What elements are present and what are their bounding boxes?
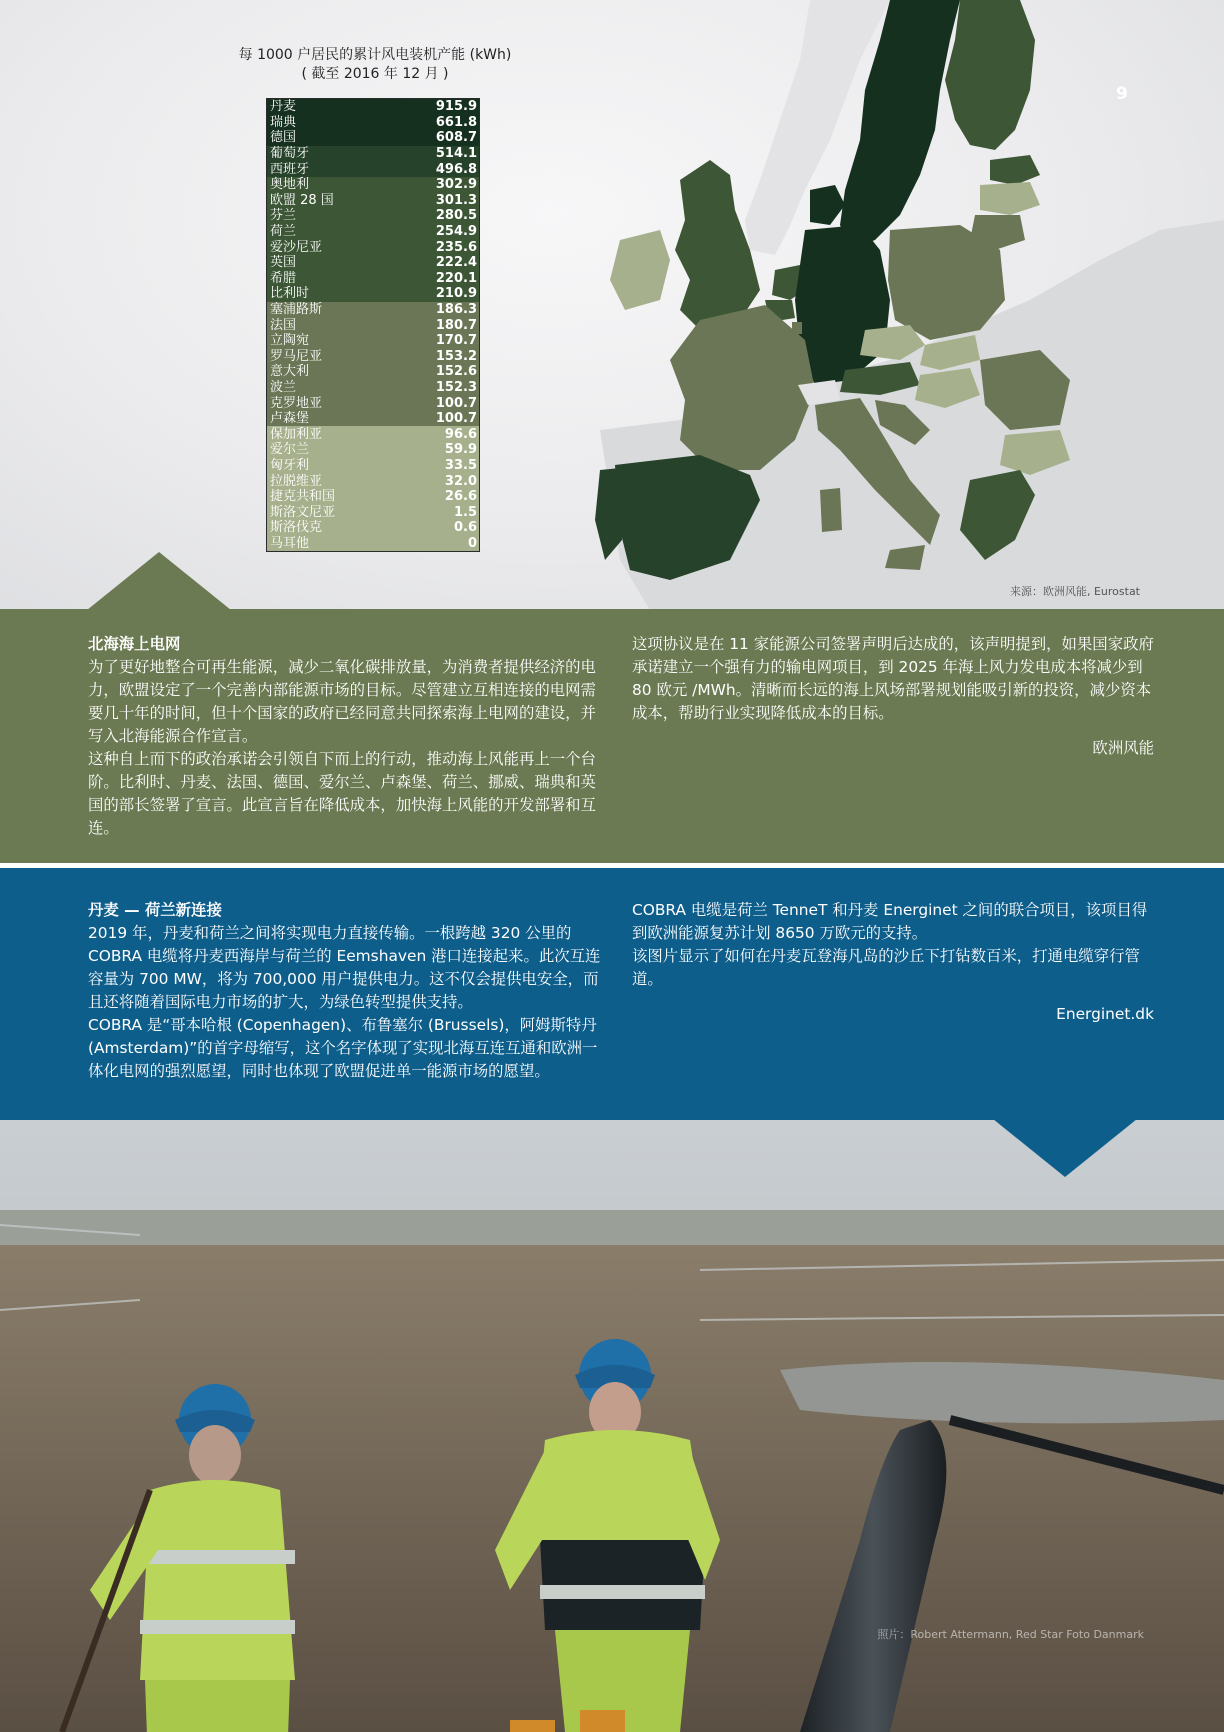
- capacity-value: 1.5: [453, 504, 477, 520]
- country-name: 意大利: [270, 364, 310, 380]
- north-sea-grid-section: [0, 609, 1224, 863]
- capacity-value: 608.7: [435, 130, 477, 146]
- table-row: [267, 208, 479, 224]
- section-title: 北海海上电网: [88, 635, 181, 653]
- table-row: [267, 473, 479, 489]
- table-title-line-2: ( 截至 2016 年 12 月 ): [301, 66, 449, 82]
- country-name: 爱沙尼亚: [270, 239, 323, 255]
- country-name: 英国: [270, 255, 297, 271]
- table-row: [267, 349, 479, 365]
- capacity-value: 152.3: [435, 379, 477, 395]
- left-column: [88, 899, 610, 1083]
- table-row: [267, 458, 479, 474]
- capacity-value: 186.3: [435, 302, 477, 318]
- capacity-value: 302.9: [435, 177, 477, 193]
- capacity-value: 280.5: [435, 208, 477, 224]
- table-row: [267, 364, 479, 380]
- chart-map-section: [0, 0, 1224, 610]
- country-name: 欧盟 28 国: [270, 192, 334, 208]
- country-name: 丹麦: [270, 99, 297, 115]
- pointer-triangle: [87, 552, 231, 610]
- table-row: [267, 489, 479, 505]
- country-name: 捷克共和国: [270, 489, 336, 505]
- country-name: 马耳他: [270, 535, 310, 551]
- capacity-value: 100.7: [435, 411, 477, 427]
- table-row: [267, 161, 479, 177]
- country-name: 荷兰: [270, 224, 297, 240]
- country-name: 爱尔兰: [270, 442, 310, 458]
- paragraph: COBRA 电缆是荷兰 TenneT 和丹麦 Energinet 之间的联合项目，该项目得到欧洲能源复苏计划 8650 万欧元的支持。: [632, 901, 1148, 942]
- country-name: 法国: [270, 317, 297, 333]
- paragraph: 该图片显示了如何在丹麦瓦登海凡岛的沙丘下打钻数百米，打通电缆穿行管道。: [632, 947, 1140, 988]
- capacity-value: 915.9: [435, 99, 477, 115]
- table-row: [267, 177, 479, 193]
- capacity-value: 254.9: [435, 224, 477, 240]
- country-name: 西班牙: [270, 161, 310, 177]
- pointer-triangle: [993, 1119, 1137, 1177]
- table-row: [267, 255, 479, 271]
- paragraph: COBRA 是“哥本哈根 (Copenhagen)、布鲁塞尔 (Brussels)，阿姆斯特丹 (Amsterdam)”的首字母缩写，这个名字体现了实现北海互连互通和欧洲一体化电网的强烈愿望，同时也体现了欧盟促进单一能源市场的愿望。: [88, 1016, 598, 1080]
- capacity-value: 222.4: [435, 255, 477, 271]
- country-name: 波兰: [270, 379, 297, 395]
- paragraph: 这种自上而下的政治承诺会引领自下而上的行动，推动海上风能再上一个台阶。比利时、丹麦、法国、德国、爱尔兰、卢森堡、荷兰、挪威、瑞典和英国的部长签署了宣言。此宣言旨在降低成本，加快海上风能的开发部署和互连。: [88, 750, 596, 837]
- capacity-value: 96.6: [444, 426, 477, 442]
- photo-credit: 照片：Robert Attermann, Red Star Foto Danmark: [877, 1628, 1144, 1641]
- table-row: [267, 395, 479, 411]
- table-row: [267, 115, 479, 131]
- capacity-value: 33.5: [444, 457, 477, 473]
- country-name: 斯洛伐克: [270, 520, 323, 536]
- section-title: 丹麦 — 荷兰新连接: [88, 901, 222, 919]
- page-number: 9: [1116, 84, 1128, 104]
- country-name: 塞浦路斯: [270, 302, 323, 318]
- table-row: [267, 426, 479, 442]
- signature: Energinet.dk: [1056, 1005, 1154, 1023]
- capacity-value: 170.7: [435, 333, 477, 349]
- wind-capacity-table: [266, 98, 480, 552]
- capacity-value: 59.9: [444, 442, 477, 458]
- table-row: [267, 442, 479, 458]
- table-title: [200, 46, 550, 84]
- table-row: [267, 317, 479, 333]
- country-name: 葡萄牙: [270, 146, 310, 162]
- signature: 欧洲风能: [1092, 739, 1154, 757]
- table-row: [267, 193, 479, 209]
- table-row: [267, 411, 479, 427]
- table-row: [267, 130, 479, 146]
- country-name: 瑞典: [270, 114, 297, 130]
- country-name: 立陶宛: [270, 333, 310, 349]
- table-row: [267, 224, 479, 240]
- table-row: [267, 271, 479, 287]
- cobra-cable-section: [0, 868, 1224, 1120]
- country-name: 卢森堡: [270, 411, 310, 427]
- capacity-value: 100.7: [435, 395, 477, 411]
- paragraph: 为了更好地整合可再生能源，减少二氧化碳排放量，为消费者提供经济的电力，欧盟设定了一个完善内部能源市场的目标。尽管建立互相连接的电网需要几十年的时间，但十个国家的政府已经同意共同探索海上电网的建设，并写入北海能源合作宣言。: [88, 658, 596, 745]
- country-name: 匈牙利: [270, 457, 310, 473]
- capacity-value: 153.2: [435, 348, 477, 364]
- country-name: 比利时: [270, 286, 310, 302]
- table-row: [267, 333, 479, 349]
- country-name: 保加利亚: [270, 426, 323, 442]
- left-column: [88, 633, 610, 840]
- table-row: [267, 520, 479, 536]
- table-row: [267, 146, 479, 162]
- country-name: 德国: [270, 130, 297, 146]
- table-row: [267, 380, 479, 396]
- capacity-value: 152.6: [435, 364, 477, 380]
- table-title-line-1: 每 1000 户居民的累计风电装机产能 (kWh): [238, 47, 512, 63]
- table-row: [267, 99, 479, 115]
- source-note: 来源：欧洲风能, Eurostat: [1009, 585, 1140, 598]
- right-column: [632, 633, 1154, 760]
- capacity-value: 32.0: [444, 473, 477, 489]
- paragraph: 2019 年，丹麦和荷兰之间将实现电力直接传输。一根跨越 320 公里的 COBRA 电缆将丹麦西海岸与荷兰的 Eemshaven 港口连接起来。此次互连容量为 700 MW，将为 700,000 用户提供电力。这不仅会提供电安全，而且还将随着国际电力市场的扩大，为绿色转型提供支持。: [88, 924, 601, 1011]
- capacity-value: 301.3: [435, 192, 477, 208]
- table-row: [267, 239, 479, 255]
- capacity-value: 220.1: [435, 270, 477, 286]
- country-name: 希腊: [270, 270, 297, 286]
- table-row: [267, 286, 479, 302]
- capacity-value: 661.8: [435, 114, 477, 130]
- capacity-value: 235.6: [435, 239, 477, 255]
- capacity-value: 26.6: [444, 489, 477, 505]
- country-name: 克罗地亚: [270, 395, 323, 411]
- capacity-value: 514.1: [435, 146, 477, 162]
- country-name: 罗马尼亚: [270, 348, 323, 364]
- right-column: [632, 899, 1154, 1026]
- country-name: 拉脱维亚: [270, 473, 323, 489]
- capacity-value: 210.9: [435, 286, 477, 302]
- country-name: 奥地利: [270, 177, 310, 193]
- paragraph: 这项协议是在 11 家能源公司签署声明后达成的，该声明提到，如果国家政府承诺建立一个强有力的输电网项目，到 2025 年海上风力发电成本将减少到 80 欧元 /MWh。清晰而长远的海上风场部署规划能吸引新的投资，减少资本成本，帮助行业实现降低成本的目标。: [632, 635, 1154, 722]
- capacity-value: 0.6: [453, 520, 477, 536]
- country-name: 斯洛文尼亚: [270, 504, 336, 520]
- capacity-value: 180.7: [435, 317, 477, 333]
- capacity-value: 0: [467, 535, 477, 551]
- table-row: [267, 536, 479, 552]
- table-row: [267, 504, 479, 520]
- country-name: 芬兰: [270, 208, 297, 224]
- capacity-value: 496.8: [435, 161, 477, 177]
- table-row: [267, 302, 479, 318]
